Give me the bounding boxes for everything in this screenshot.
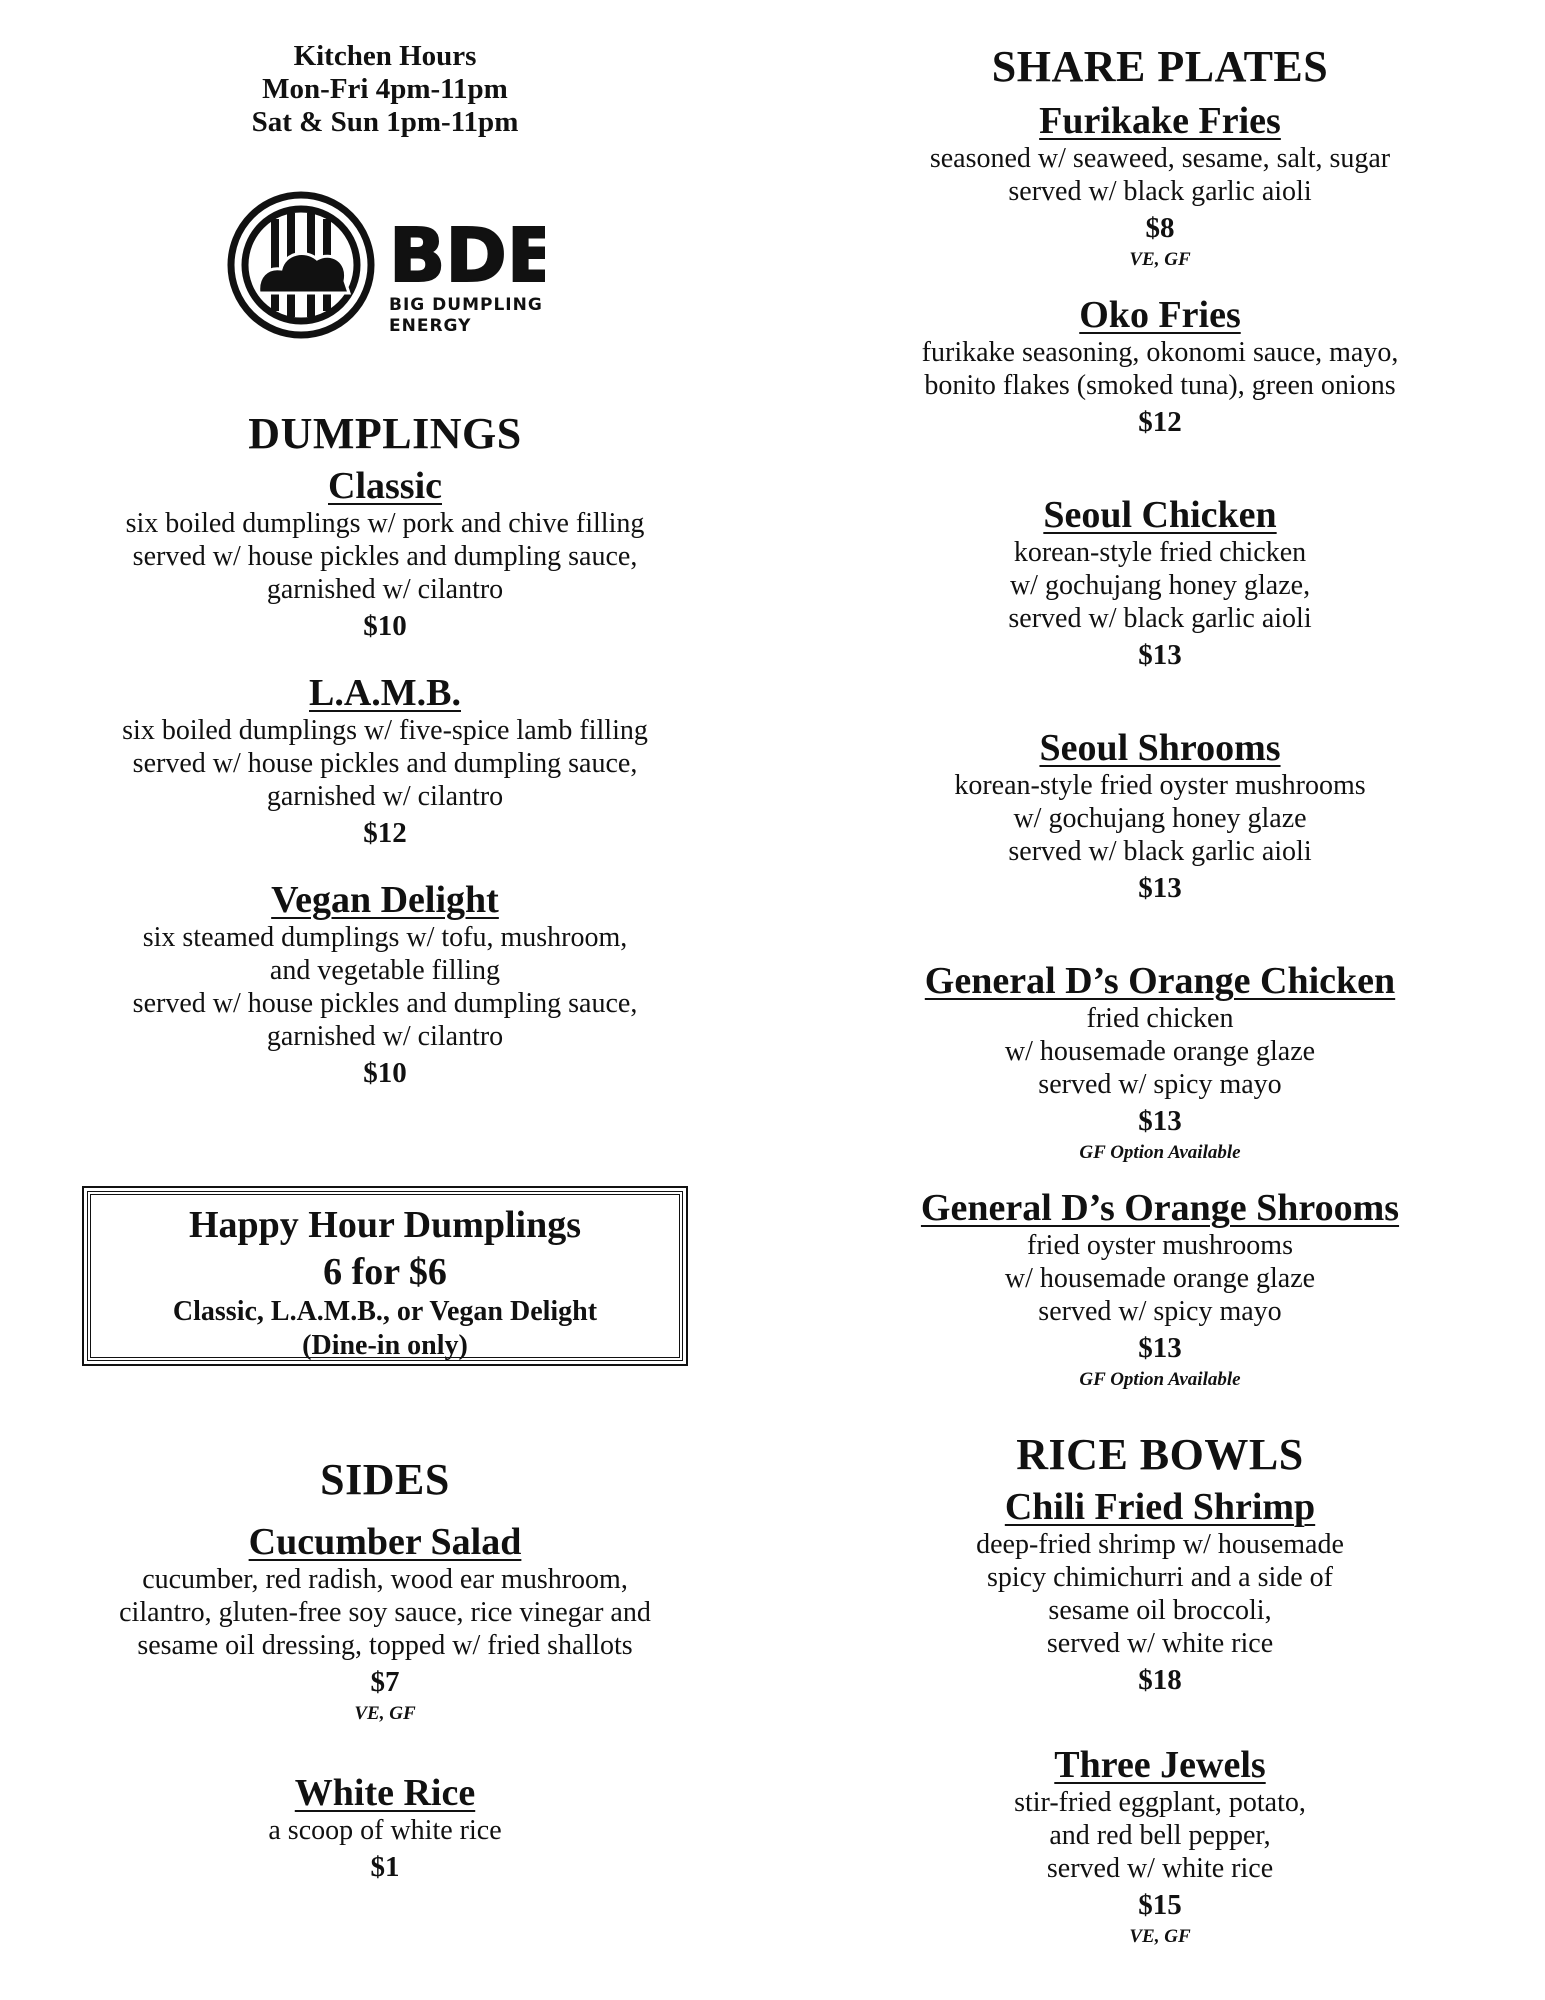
item-description: korean-style fried chicken w/ gochujang honey glaze, served w/ black garlic aioli (1008, 537, 1312, 634)
item-description: korean-style fried oyster mushrooms w/ gochujang honey glaze served w/ black garlic aioli (954, 770, 1366, 867)
item-price: $12 (363, 817, 407, 849)
item-description: seasoned w/ seaweed, sesame, salt, sugar served w/ black garlic aioli (929, 143, 1391, 207)
bde-logo (225, 189, 545, 349)
dietary-note: VE, GF (1129, 249, 1191, 270)
item-price: $8 (1145, 212, 1175, 244)
item-price: $12 (1138, 406, 1182, 438)
section-title-sides: SIDES (320, 1455, 450, 1504)
item-name: Chili Fried Shrimp (1004, 1486, 1316, 1528)
item-description: deep-fried shrimp w/ housemade spicy chimichurri and a side of sesame oil broccoli, served w/ white rice (976, 1529, 1344, 1659)
menu-item (850, 100, 1470, 272)
happy-hour-options: Classic, L.A.M.B., or Vegan Delight (172, 1296, 598, 1327)
item-description: stir-fried eggplant, potato, and red bell pepper, served w/ white rice (1014, 1787, 1306, 1884)
item-description: furikake seasoning, okonomi sauce, mayo, bonito flakes (smoked tuna), green onions (921, 337, 1399, 401)
menu-item (850, 1744, 1470, 1949)
item-price: $18 (1138, 1664, 1182, 1696)
happy-hour-note: (Dine-in only) (302, 1330, 468, 1361)
item-name: Three Jewels (1054, 1744, 1266, 1786)
share-plates-section (850, 40, 1470, 1392)
menu-item (850, 1187, 1470, 1392)
item-name: Furikake Fries (1039, 100, 1281, 142)
bde-letters (389, 213, 545, 299)
menu-item (850, 294, 1470, 442)
item-price: $10 (363, 1057, 407, 1089)
item-description: cucumber, red radish, wood ear mushroom, cilantro, gluten-free soy sauce, rice vinegar and sesame oil dressing, topped w/ fried shallots (119, 1564, 651, 1661)
menu-item (60, 672, 710, 853)
section-title-share-plates: SHARE PLATES (991, 42, 1329, 91)
item-price: $1 (370, 1851, 400, 1883)
menu-item (850, 960, 1470, 1165)
menu-item (60, 879, 710, 1093)
item-description: six boiled dumplings w/ five-spice lamb filling served w/ house pickles and dumpling sauce, garnished w/ cilantro (122, 715, 648, 812)
right-column (850, 0, 1470, 1949)
logo-line2: ENERGY (389, 316, 472, 336)
menu-item (850, 494, 1470, 675)
menu-item (850, 727, 1470, 908)
dietary-note: GF Option Available (1079, 1369, 1241, 1390)
happy-hour-deal: 6 for $6 (323, 1251, 447, 1293)
item-name: Oko Fries (1079, 294, 1241, 336)
left-column (60, 0, 710, 1887)
menu-item (850, 1486, 1470, 1700)
item-name: White Rice (294, 1772, 476, 1814)
item-description: fried oyster mushrooms w/ housemade orange glaze served w/ spicy mayo (1004, 1230, 1316, 1327)
hours-title: Kitchen Hours (293, 40, 477, 72)
item-description: fried chicken w/ housemade orange glaze served w/ spicy mayo (1004, 1003, 1316, 1100)
item-name: Classic (328, 465, 442, 507)
item-description: a scoop of white rice (268, 1815, 502, 1846)
rice-bowls-section (850, 1428, 1470, 1949)
item-price: $10 (363, 610, 407, 642)
item-description: six boiled dumplings w/ pork and chive filling served w/ house pickles and dumpling sauce, garnished w/ cilantro (125, 508, 645, 605)
item-description: six steamed dumplings w/ tofu, mushroom, and vegetable filling served w/ house pickles and dumpling sauce, garnished w/ cilantro (132, 922, 638, 1052)
hours-weekday: Mon-Fri 4pm-11pm (262, 73, 508, 105)
section-title-rice-bowls: RICE BOWLS (1016, 1430, 1304, 1479)
item-price: $15 (1138, 1889, 1182, 1921)
dietary-note: VE, GF (354, 1703, 416, 1724)
item-price: $13 (1138, 639, 1182, 671)
menu-item (60, 1521, 710, 1726)
item-name: Seoul Chicken (1043, 494, 1277, 536)
item-price: $13 (1138, 1332, 1182, 1364)
svg-text:BDE: BDE (389, 213, 545, 299)
dietary-note: VE, GF (1129, 1926, 1191, 1947)
item-price: $13 (1138, 872, 1182, 904)
item-price: $13 (1138, 1105, 1182, 1137)
dumplings-section (60, 407, 710, 1093)
logo-line1: BIG DUMPLING (389, 295, 543, 315)
sides-section (60, 1453, 710, 1887)
kitchen-hours (60, 40, 710, 139)
item-name: General D’s Orange Chicken (924, 960, 1396, 1002)
item-name: Seoul Shrooms (1039, 727, 1281, 769)
hours-weekend: Sat & Sun 1pm-11pm (251, 106, 519, 138)
item-price: $7 (370, 1666, 400, 1698)
menu-item (60, 465, 710, 646)
item-name: Vegan Delight (271, 879, 499, 921)
item-name: General D’s Orange Shrooms (920, 1187, 1400, 1229)
dumpling-emblem-icon (231, 195, 371, 335)
happy-hour-title: Happy Hour Dumplings (188, 1204, 582, 1246)
item-name: Cucumber Salad (248, 1521, 522, 1563)
dietary-note: GF Option Available (1079, 1142, 1241, 1163)
section-title-dumplings: DUMPLINGS (248, 409, 522, 458)
happy-hour-box (87, 1191, 683, 1361)
menu-item (60, 1772, 710, 1887)
item-name: L.A.M.B. (309, 672, 461, 714)
